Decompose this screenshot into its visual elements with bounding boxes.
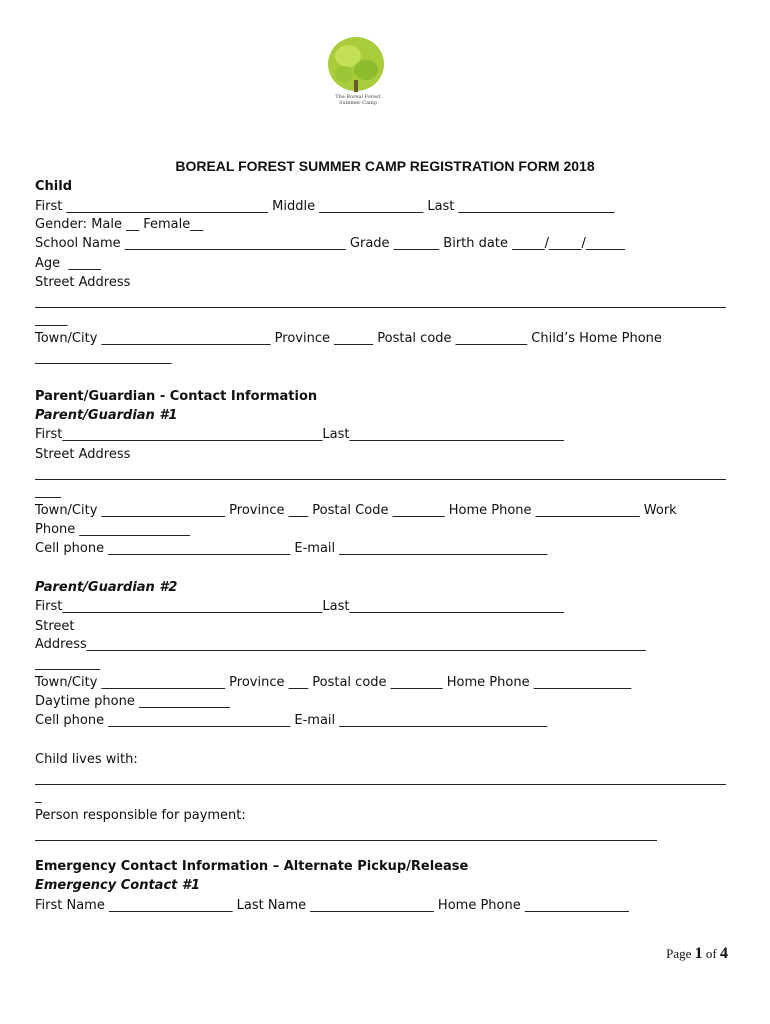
child-phone-field[interactable]: _____________________ xyxy=(35,350,172,365)
lives-with-line[interactable] xyxy=(35,784,726,785)
child-town-fields[interactable]: Town/City __________________________ Province ______ Postal code ___________ Child’s Home Phone xyxy=(35,331,662,346)
child-street-trail: _____ xyxy=(35,312,68,327)
child-heading: Child xyxy=(35,179,73,194)
lives-with-label: Child lives with: xyxy=(35,752,138,767)
parent2-address-trail: __________ xyxy=(35,656,100,671)
parent2-address-field[interactable]: Address______________________________________________________________________________________ xyxy=(35,637,646,652)
child-gender-field[interactable]: Gender: Male __ Female__ xyxy=(35,217,204,232)
parent2-name-fields[interactable]: First________________________________________Last_________________________________ xyxy=(35,599,564,614)
emergency-heading: Emergency Contact Information – Alternate Pickup/Release xyxy=(35,859,469,874)
parent1-name-fields[interactable]: First________________________________________Last_________________________________ xyxy=(35,427,564,442)
parent1-street-line[interactable] xyxy=(35,479,726,480)
payment-label: Person responsible for payment: xyxy=(35,808,246,823)
form-title: BOREAL FOREST SUMMER CAMP REGISTRATION FORM 2018 xyxy=(175,158,595,174)
parent1-work-phone-field[interactable]: Phone _________________ xyxy=(35,522,190,537)
child-school-fields[interactable]: School Name __________________________________ Grade _______ Birth date _____/_____/______ xyxy=(35,236,625,251)
child-street-line[interactable] xyxy=(35,307,726,308)
child-street-label: Street Address xyxy=(35,275,131,290)
emergency1-heading: Emergency Contact #1 xyxy=(35,878,200,893)
parent2-town-fields[interactable]: Town/City ___________________ Province ___ Postal code ________ Home Phone _______________ xyxy=(35,675,632,690)
logo-caption: The Boreal Forest Summer Camp xyxy=(335,94,381,106)
parent2-cell-email-fields[interactable]: Cell phone ____________________________ E-mail ________________________________ xyxy=(35,713,548,728)
emergency1-name-phone-fields[interactable]: First Name ___________________ Last Name ___________________ Home Phone ________________ xyxy=(35,898,629,913)
page-number: Page 1 of 4 xyxy=(666,945,728,962)
lives-with-trail: _ xyxy=(35,789,42,804)
parent1-street-trail: ____ xyxy=(35,484,61,499)
child-name-fields[interactable]: First _______________________________ Middle ________________ Last ________________________ xyxy=(35,199,615,214)
parent2-daytime-phone-field[interactable]: Daytime phone ______________ xyxy=(35,694,230,709)
parent1-town-fields[interactable]: Town/City ___________________ Province ___ Postal Code ________ Home Phone ________________ Work xyxy=(35,503,677,518)
child-age-field[interactable]: Age _____ xyxy=(35,256,101,271)
parent1-cell-email-fields[interactable]: Cell phone ____________________________ E-mail ________________________________ xyxy=(35,541,548,556)
parent2-street-label: Street xyxy=(35,619,75,634)
parent1-street-label: Street Address xyxy=(35,447,131,462)
parent-heading: Parent/Guardian - Contact Information xyxy=(35,389,318,404)
parent1-heading: Parent/Guardian #1 xyxy=(35,408,178,423)
payment-line[interactable] xyxy=(35,840,657,841)
parent2-heading: Parent/Guardian #2 xyxy=(35,580,178,595)
